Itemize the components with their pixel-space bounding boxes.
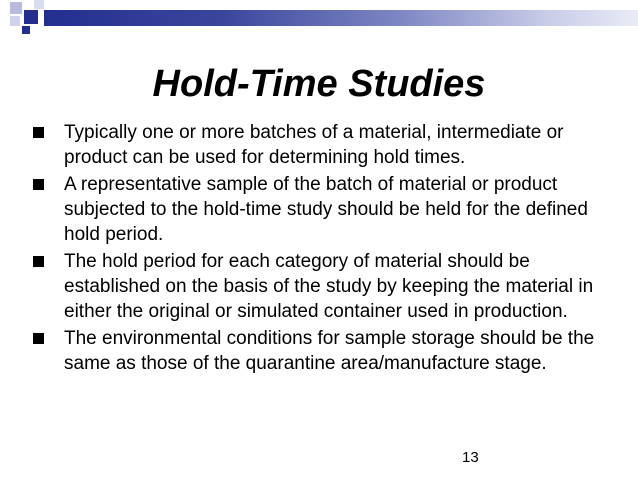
bullet-list <box>30 120 620 378</box>
square-bullet-icon <box>33 127 44 138</box>
bullet-item <box>30 326 620 376</box>
bullet-text: A representative sample of the batch of material or product subjected to the hold-time study should be held for the defined hold period. <box>64 174 588 245</box>
decor-square <box>10 2 22 14</box>
page-number: 13 <box>462 449 479 466</box>
square-bullet-icon <box>33 256 44 267</box>
decor-square <box>24 10 38 24</box>
decor-square <box>22 26 30 34</box>
bullet-text: The hold period for each category of material should be established on the basis of the study by keeping the material in either the original or simulated container used in production. <box>64 251 594 322</box>
decor-square <box>10 16 20 26</box>
slide-title: Hold-Time Studies <box>152 63 486 105</box>
decor-square <box>34 0 44 9</box>
bullet-text: The environmental conditions for sample storage should be the same as those of the quarantine area/manufacture stage. <box>64 328 595 374</box>
bullet-item <box>30 249 620 324</box>
square-bullet-icon <box>33 179 44 190</box>
bullet-item <box>30 172 620 247</box>
bullet-item <box>30 120 620 170</box>
square-bullet-icon <box>33 333 44 344</box>
bullet-text: Typically one or more batches of a material, intermediate or product can be used for determining hold times. <box>64 122 564 168</box>
header-band <box>44 10 638 26</box>
